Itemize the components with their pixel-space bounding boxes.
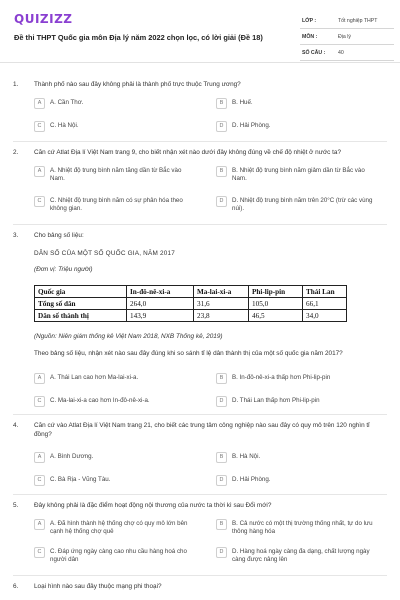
table-header-row (35, 286, 347, 298)
table-cell: 264,0 (127, 298, 194, 310)
question-number: 2. (13, 149, 19, 156)
table-header-cell: Thái Lan (303, 286, 347, 298)
option-text: B. Cả nước có một thị trường thống nhất, tự do lưu thông hàng hóa (232, 520, 373, 535)
option-text: A. Nhiệt độ trung bình năm tăng dần từ Bắc vào Nam. (50, 167, 182, 182)
option-letter-box: A (34, 452, 45, 463)
option-text: B. Huế. (232, 99, 253, 106)
meta-label: MÔN : (302, 34, 318, 40)
question-divider (13, 141, 387, 142)
option-letter-box: C (34, 475, 45, 486)
option-letter-box: A (34, 98, 45, 109)
meta-value: Tốt nghiệp THPT (338, 18, 378, 24)
option-text: D. Thái Lan thấp hơn Phi-lip-pin (232, 397, 320, 404)
option-letter-box: B (216, 373, 227, 384)
table-cell: 143,9 (127, 310, 194, 322)
option-letter-box: D (216, 547, 227, 558)
option-letter-box: C (34, 547, 45, 558)
question-text: Thành phố nào sau đây không phải là thành phố trực thuộc Trung ương? (34, 81, 241, 88)
table-title: DÂN SỐ CỦA MỘT SỐ QUỐC GIA, NĂM 2017 (34, 250, 175, 257)
option-text: A. Cần Thơ. (50, 99, 84, 106)
meta-count (300, 46, 394, 61)
table-header-cell: Ma-lai-xi-a (194, 286, 249, 298)
question-text: Đây không phải là đặc điểm hoạt động nội thương của nước ta thời kì sau Đổi mới? (34, 502, 272, 509)
meta-subject (300, 30, 394, 45)
table-cell: 46,5 (249, 310, 303, 322)
option-text: C. Ma-lai-xi-a cao hơn In-đô-nê-xi-a. (50, 397, 150, 404)
option-letter-box: A (34, 166, 45, 177)
table-cell: 34,0 (303, 310, 347, 322)
option-letter-box: A (34, 519, 45, 530)
table-cell: 105,0 (249, 298, 303, 310)
option-letter-box: B (216, 166, 227, 177)
question-divider (13, 414, 387, 415)
option-text: D. Hải Phòng. (232, 476, 271, 483)
question-text: Căn cứ Atlat Địa lí Việt Nam trang 9, cho biết nhận xét nào dưới đây không đúng về chế độ nhiệt ở nước ta? (34, 149, 342, 156)
table-row (35, 298, 347, 310)
option-letter-box: D (216, 196, 227, 207)
meta-class (300, 14, 394, 29)
table-header-cell: Quốc gia (35, 286, 127, 298)
meta-value: 40 (338, 50, 344, 56)
option-letter-box: D (216, 121, 227, 132)
table-row (35, 310, 347, 322)
meta-label: SỐ CÂU : (302, 50, 326, 56)
option-text: D. Hàng hoá ngày càng đa dạng, chất lượng ngày càng được nâng lên (232, 548, 370, 563)
table-cell: 23,8 (194, 310, 249, 322)
option-text: D. Hải Phòng. (232, 122, 271, 129)
quizizz-logo: QUIZIZZ (14, 12, 73, 26)
option-letter-box: B (216, 519, 227, 530)
table-header-cell: In-đô-nê-xi-a (127, 286, 194, 298)
option-letter-box: C (34, 121, 45, 132)
option-letter-box: B (216, 452, 227, 463)
question-divider (13, 224, 387, 225)
header-divider (0, 62, 400, 63)
question-text: Loại hình nào sau đây thuộc mạng phi thoại? (34, 583, 162, 590)
meta-value: Địa lý (338, 34, 351, 40)
question-text: Theo bảng số liệu, nhận xét nào sau đây đúng khi so sánh tỉ lệ dân thành thị của một số quốc gia năm 2017? (34, 350, 343, 357)
option-text: A. Thái Lan cao hơn Ma-lai-xi-a. (50, 374, 139, 381)
option-letter-box: A (34, 373, 45, 384)
table-row-header: Dân số thành thị (35, 310, 127, 322)
exam-title: Đề thi THPT Quốc gia môn Địa lý năm 2022 chọn lọc, có lời giải (Đề 18) (14, 33, 263, 42)
option-text: B. Hà Nội. (232, 453, 261, 460)
option-text: C. Hà Nội. (50, 122, 79, 129)
option-text: B. In-đô-nê-xi-a thấp hơn Phi-lip-pin (232, 374, 331, 381)
question-text: Cho bảng số liệu: (34, 232, 84, 239)
table-cell: 66,1 (303, 298, 347, 310)
population-table (34, 285, 347, 322)
question-number: 4. (13, 422, 19, 429)
option-text: D. Nhiệt độ trung bình năm trên 20°C (trừ các vùng núi). (232, 197, 373, 212)
option-text: C. Bà Rịa - Vũng Tàu. (50, 476, 111, 483)
question-divider (13, 494, 387, 495)
question-number: 6. (13, 583, 19, 590)
option-text: B. Nhiệt độ trung bình năm giảm dần từ Bắc vào Nam. (232, 167, 365, 182)
option-text: A. Bình Dương. (50, 453, 94, 460)
table-source: (Nguồn: Niên giám thống kê Việt Nam 2018, NXB Thống kê, 2019) (34, 333, 223, 340)
question-divider (13, 575, 387, 576)
question-number: 3. (13, 232, 19, 239)
question-number: 5. (13, 502, 19, 509)
question-number: 1. (13, 81, 19, 88)
exam-header (0, 0, 400, 66)
option-letter-box: D (216, 396, 227, 407)
option-letter-box: B (216, 98, 227, 109)
table-header-cell: Phi-lip-pin (249, 286, 303, 298)
option-letter-box: C (34, 196, 45, 207)
option-text: A. Đã hình thành hệ thống chợ có quy mô lớn bên cạnh hệ thống chợ quê (50, 520, 188, 535)
option-letter-box: D (216, 475, 227, 486)
option-text: C. Nhiệt độ trung bình năm có sự phân hóa theo không gian. (50, 197, 183, 212)
option-letter-box: C (34, 396, 45, 407)
question-text: Căn cứ vào Atlat Địa lí Việt Nam trang 21, cho biết các trung tâm công nghiệp nào sau đây có quy mô trên 120 nghìn tỉ đồng? (34, 422, 370, 438)
option-text: C. Đáp ứng ngày càng cao nhu cầu hàng hoá cho người dân (50, 548, 187, 563)
table-unit: (Đơn vị: Triệu người) (34, 266, 93, 273)
meta-label: LỚP : (302, 18, 317, 24)
table-row-header: Tổng số dân (35, 298, 127, 310)
table-cell: 31,6 (194, 298, 249, 310)
